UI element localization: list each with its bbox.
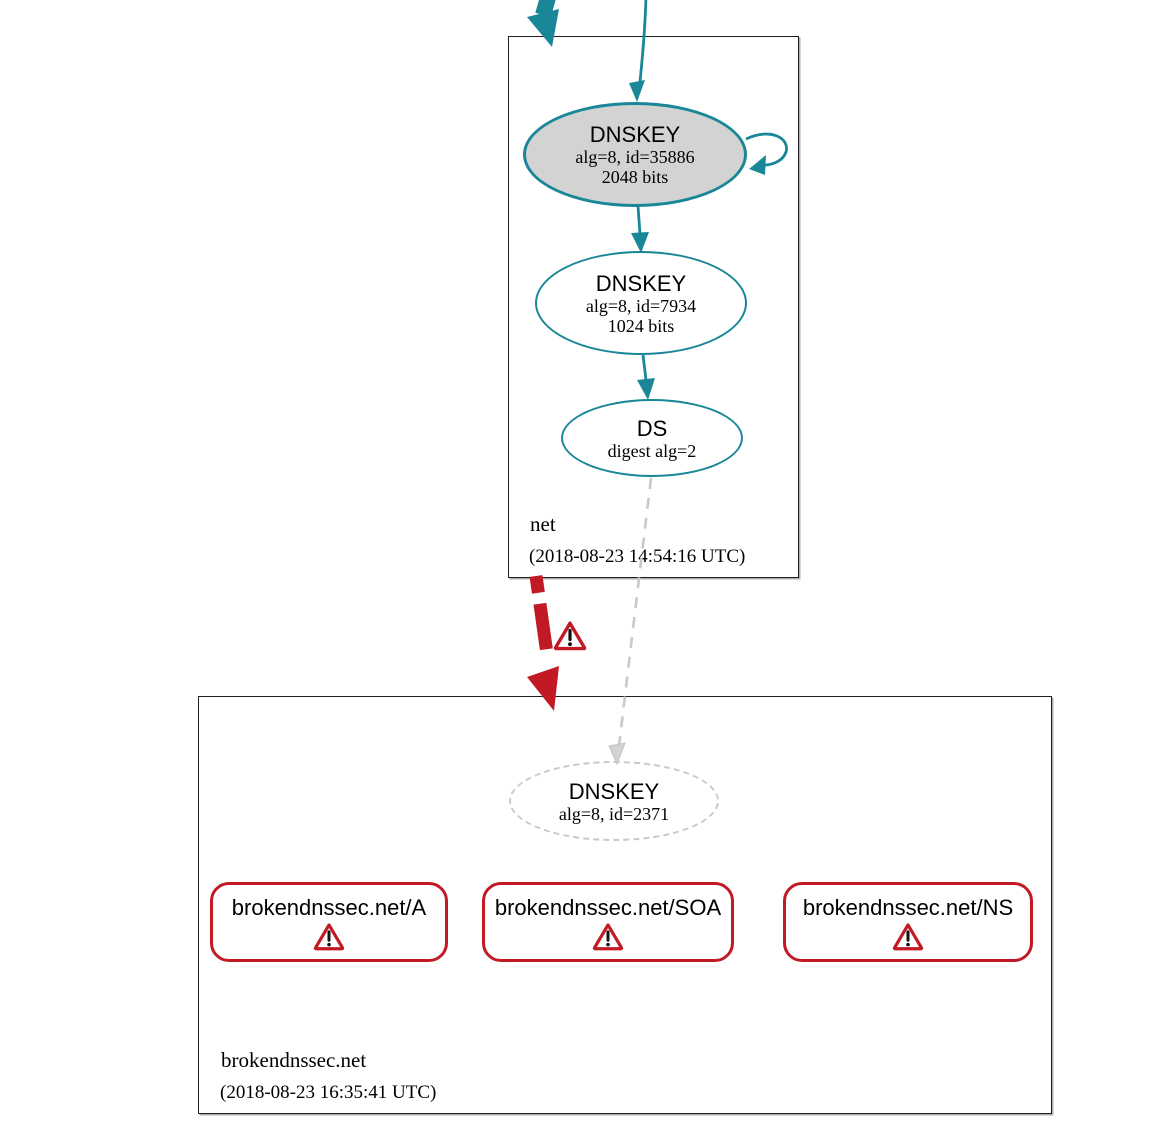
node-detail: digest alg=2	[607, 440, 697, 461]
rrset-brokendnssec-ns[interactable]	[783, 882, 1033, 962]
node-title: DNSKEY	[595, 270, 687, 296]
node-title: DNSKEY	[568, 778, 660, 804]
node-dnskey-brokendnssec[interactable]	[509, 761, 719, 841]
node-dnskey-zsk-net[interactable]	[535, 251, 747, 355]
warning-icon	[892, 922, 924, 951]
zone-label-brokendnssec: brokendnssec.net	[221, 1048, 367, 1072]
node-detail: alg=8, id=35886	[575, 147, 695, 167]
zone-timestamp-brokendnssec: (2018-08-23 16:35:41 UTC)	[220, 1082, 437, 1103]
zone-timestamp-net: (2018-08-23 14:54:16 UTC)	[529, 546, 746, 567]
rrset-brokendnssec-a[interactable]	[210, 882, 448, 962]
node-title: DNSKEY	[589, 122, 681, 147]
node-dnskey-ksk-net[interactable]	[523, 102, 747, 207]
node-detail: 2048 bits	[601, 167, 669, 187]
node-detail: alg=8, id=7934	[585, 295, 697, 316]
node-ds-net[interactable]	[561, 399, 743, 477]
warning-icon	[313, 922, 345, 951]
edge-warning	[553, 620, 587, 651]
rrset-label: brokendnssec.net/A	[231, 895, 427, 920]
zone-label-net: net	[530, 512, 556, 536]
warning-icon	[553, 620, 587, 651]
rrset-label: brokendnssec.net/NS	[802, 895, 1014, 920]
node-detail: 1024 bits	[607, 315, 675, 336]
rrset-label: brokendnssec.net/SOA	[494, 895, 722, 920]
rrset-brokendnssec-soa[interactable]	[482, 882, 734, 962]
node-title: DS	[636, 415, 668, 441]
warning-icon	[592, 922, 624, 951]
node-detail: alg=8, id=2371	[558, 803, 670, 824]
